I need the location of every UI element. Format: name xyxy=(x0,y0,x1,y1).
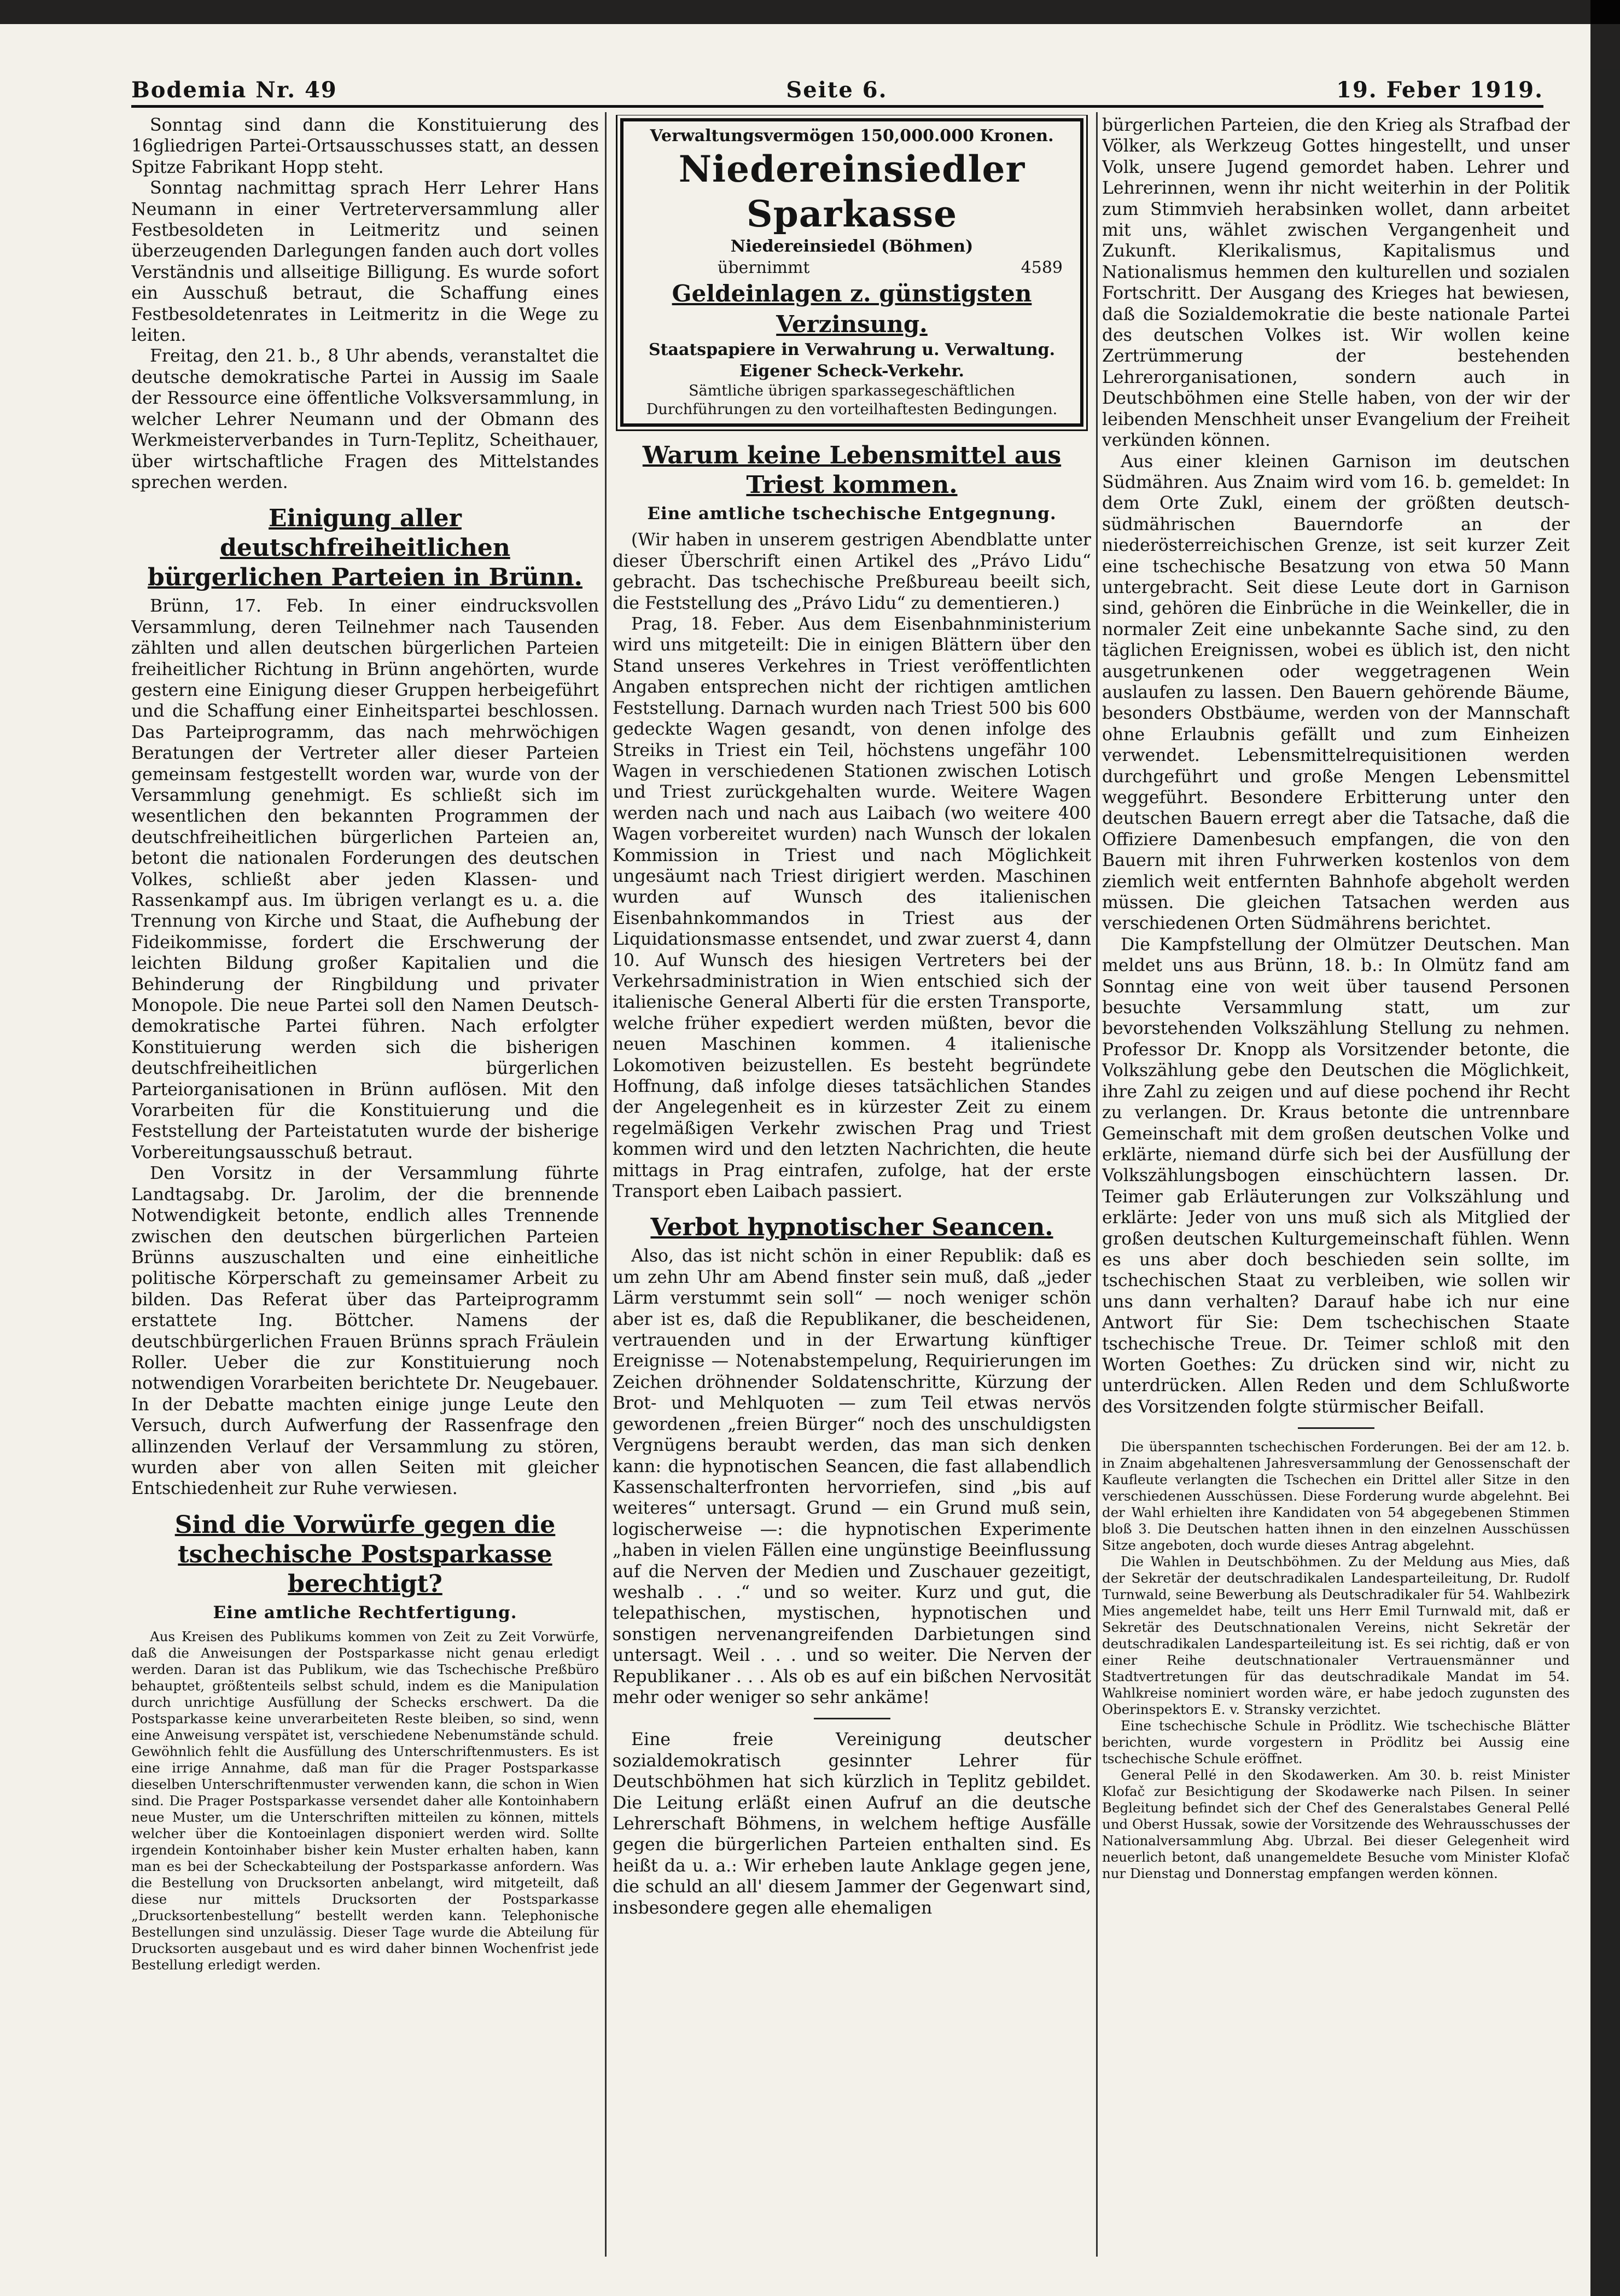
ad-service: Staatspapiere in Verwahrung u. Verwaltung. xyxy=(648,340,1056,360)
article-paragraph: Also, das ist nicht schön in einer Republik: daß es um zehn Uhr am Abend finster sein muß, daß „jeder Lärm verstummt sein soll“ — noch weniger schön aber ist es, daß die Republikaner, die bescheidenen, vertrauenden und in der Erwartung künftiger Ereignisse — Notenabstempelung, Requirierungen im Zeichen dröhnender Soldatenschritte, Kürzung der Brot- und Mehlquoten — zum Teil etwas nervös gewordenen „freien Bürger“ noch des unschuldigsten Vergnügens beraubt werden, das man sich denken kann: die hypnotischen Seancen, die fast allabendlich Kassenschalterfronten hervorriefen, sind „bis auf weiteres“ untersagt. Grund — ein Grund muß sein, logischerweise —: die hypnotischen Experimente „haben in vielen Fällen eine ungünstige Beeinflussung auf die Nerven der Medien und Zuschauer gezeitigt, weshalb . . .“ und so weiter. Kurz und gut, die telepathischen, mystischen, hypnotischen und sonstigen nervenangreifenden Darbietungen sind untersagt. Weil . . . und so weiter. Die Nerven der Republikaner . . . Als ob es auf ein bißchen Nervosität mehr oder weniger so sehr ankäme! xyxy=(613,1246,1091,1707)
section-rule xyxy=(814,1718,890,1719)
scan-border-top xyxy=(0,0,1620,24)
scan-border-right xyxy=(1590,0,1620,2296)
subheadline-postsparkasse: Eine amtliche Rechtfertigung. xyxy=(213,1602,517,1623)
short-notice: Die Wahlen in Deutschböhmen. Zu der Meldung aus Mies, daß der Sekretär der deutschradikalen Landesparteileitung, Dr. Rudolf Turnwald, seine Bewerbung als Deutschradikaler für 54. Wahlbezirk Mies angemeldet habe, teilt uns Herr Emil Turnwald mit, daß er Sekretär des Deutschnationalen Vereins, nicht Sekretär der deutschradikalen Landesparteileitung ist. Es sei richtig, daß er von einer Reihe deutschnationaler Vertrauensmänner und Stadtvertretungen für das deutschradikale Mandat im 54. Wahlkreise nominiert worden wäre, er habe jedoch zugunsten des Oberinspektors E. v. Stransky verzichtet. xyxy=(1102,1554,1570,1718)
masthead-date: 19. Feber 1919. xyxy=(1336,77,1543,103)
article-paragraph: Brünn, 17. Feb. In einer eindrucksvollen Versammlung, deren Teilnehmer nach Tausenden zählten und allen deutschen bürgerlichen Parteien freiheitlicher Richtung in Brünn angehörten, wurde gestern eine Einigung dieser Gruppen herbeigeführt und die Schaffung einer Einheitspartei beschlossen. Das Parteiprogramm, das nach mehrwöchigen Beratungen der Vertreter aller dieser Parteien gemeinsam festgestellt worden war, wurde von der Versammlung genehmigt. Es schließt sich im wesentlichen den bekannten Programmen der deutschfreiheitlichen bürgerlichen Parteien an, betont die nationalen Forderungen des deutschen Volkes, schließt aber jeden Klassen- und Rassenkampf aus. Im übrigen verlangt es u. a. die Trennung von Kirche und Staat, die Aufhebung der Fideikommisse, fordert die Erschwerung der leichten Bildung großer Kapitalien und die Behinderung der Ringbildung und privater Monopole. Die neue Partei soll den Namen Deutsch-demokratische Partei führen. Nach erfolgter Konstituierung werden sich die bisherigen deutschfreiheitlichen bürgerlichen Parteiorganisationen in Brünn auflösen. Mit den Vorarbeiten für die Konstituierung und die Feststellung der Parteistatuten wurde der bisherige Vorbereitungsausschuß betraut. xyxy=(131,596,599,1162)
article-paragraph: (Wir haben in unserem gestrigen Abendblatte unter dieser Überschrift einen Artikel des „Právo Lidu“ gebracht. Das tschechische Preßbureau beeilt sich, die Feststellung des „Právo Lidu“ zu dementieren.) xyxy=(613,530,1091,613)
article-paragraph: Eine freie Vereinigung deutscher sozialdemokratisch gesinnter Lehrer für Deutschböhmen hat sich kürzlich in Teplitz gebildet. Die Leitung erläßt einen Aufruf an die deutsche Lehrerschaft Böhmens, in welchem heftige Ausfälle gegen die bürgerlichen Parteien enthalten sind. Es heißt da u. a.: Wir erheben laute Anklage gegen jene, die schuld an all' diesem Jammer der Gegenwart sind, insbesondere gegen alle ehemaligen xyxy=(613,1730,1091,1918)
subheadline-triest: Eine amtliche tschechische Entgegnung. xyxy=(647,504,1057,524)
ad-bank-name: Niedereinsiedler Sparkasse xyxy=(678,148,1025,236)
masthead-rule xyxy=(131,105,1543,108)
article-paragraph: Die Kampfstellung der Olmützer Deutschen. Man meldet uns aus Brünn, 18. b.: In Olmütz fand am Sonntag eine von weit über tausend Personen besuchte Versammlung statt, um zur bevorstehenden Volkszählung Stellung zu nehmen. Professor Dr. Knopp als Vorsitzender betonte, die Volkszählung gebe den Deutschen die Möglichkeit, ihre Zahl zu zeigen und auf diese pochend ihr Recht zu verlangen. Dr. Kraus betonte die untrennbare Gemeinschaft mit dem großen deutschen Volke und erklärte, niemand dürfe sich bei der Ausfüllung der Volkszählungsbogen einschüchtern lassen. Dr. Teimer gab Erläuterungen zur Volkszählung und erklärte: Jeder von uns muß sich als Mitglied der großen deutschen Kulturgemeinschaft fühlen. Wenn es uns aber doch beschieden sein sollte, im tschechischen Staat zu verbleiben, wie sollen wir uns dann verhalten? Darauf habe ich nur eine Antwort für Sie: Dem tschechischen Staate tschechische Treue. Dr. Teimer schloß mit den Worten Goethes: Zu drücken sind wir, nicht zu unterdrücken. Allen Reden und dem Schlußworte des Vorsitzenden folgte stürmischer Beifall. xyxy=(1102,934,1570,1417)
article-paragraph: bürgerlichen Parteien, die den Krieg als Strafbad der Völker, als Werkzeug Gottes hingestellt, und unser Volk, unsere Jugend gemordet haben. Lehrer und Lehrerinnen, wenn ihr nicht weiterhin in der Politik zum Stimmvieh herabsinken wollet, dann arbeitet mit uns, wählet zwischen Vergangenheit und Zukunft. Klerikalismus, Kapitalismus und Nationalismus hemmen den kulturellen und sozialen Fortschritt. Der Ausgang des Krieges hat bewiesen, daß die Sozialdemokratie die beste nationale Partei des deutschen Volkes ist. Wir wollen keine Zertrümmerung der bestehenden Lehrerorganisationen, sondern auch in Deutschböhmen eine Stelle haben, von der wir der leibenden Menschheit unser Evangelium der Freiheit verkünden können. xyxy=(1102,115,1570,451)
short-notice: Eine tschechische Schule in Prödlitz. Wie tschechische Blätter berichten, wurde vorgestern in Prödlitz bei Aussig eine tschechische Schule eröffnet. xyxy=(1102,1718,1570,1767)
ad-footer: Sämtliche übrigen sparkassegeschäftlichen Durchführungen zu den vorteilhaftesten Bedingungen. xyxy=(646,382,1058,418)
masthead-paper-number: Bodemia Nr. 49 xyxy=(131,77,337,103)
column-divider-2 xyxy=(1096,112,1098,2257)
column-2 xyxy=(613,115,1091,2259)
intro-paragraph: Sonntag sind dann die Konstituierung des 16gliedrigen Partei-Ortsausschusses statt, an dessen Spitze Fabrikant Hopp steht. xyxy=(131,115,599,177)
ad-number: 4589 xyxy=(1021,258,1063,277)
ad-takes-label: übernimmt xyxy=(718,258,810,277)
sparkasse-advertisement xyxy=(620,118,1083,427)
article-paragraph: Prag, 18. Feber. Aus dem Eisenbahnministerium wird uns mitgeteilt: Die in einigen Blättern über den Stand unseres Verkehres in Triest veröffentlichten Angaben entsprechen nicht der richtigen amtlichen Feststellung. Darnach wurden nach Triest 500 bis 600 gedeckte Wagen gesandt, von denen infolge des Streiks in Triest ein Teil, höchstens ungefähr 100 Wagen in verschiedenen Stationen zwischen Lotisch und Triest zurückgehalten wurde. Weitere Wagen werden nach und nach aus Laibach (wo weitere 400 Wagen vorbereitet wurden) nach Wunsch der lokalen Kommission in Triest und nach Möglichkeit ungesäumt nach Triest dirigiert werden. Maschinen wurden auf Wunsch des italienischen Eisenbahnkommandos in Triest aus der Liquidationsmasse entsendet, und zwar zuerst 4, dann 10. Auf Wunsch des hiesigen Vertreters bei der Verkehrsadministration in Wien entschied sich der italienische General Alberti für die ersten Transporte, welche früher expediert werden müßten, bevor die neuen Maschinen kommen. 4 italienische Lokomotiven beizustellen. Es besteht begründete Hoffnung, daß infolge dieses tatsächlichen Standes der Angelegenheit es in kürzester Zeit zu einem regelmäßigen Verkehr zwischen Prag und Triest kommen wird und den letzten Nachrichten, die heute mittags in Prag eintrafen, zufolge, hat der erste Transport eben Laibach passiert. xyxy=(613,614,1091,1202)
column-divider-1 xyxy=(605,112,607,2257)
headline-hypnose: Verbot hypnotischer Seancen. xyxy=(650,1213,1053,1242)
ad-takes-line xyxy=(630,258,1074,278)
ad-assets-line: Verwaltungsvermögen 150,000.000 Kronen. xyxy=(650,126,1054,146)
ad-location: Niedereinsiedel (Böhmen) xyxy=(730,237,974,257)
masthead-page-number: Seite 6. xyxy=(786,77,888,103)
article-paragraph: Aus Kreisen des Publikums kommen von Zeit zu Zeit Vorwürfe, daß die Anweisungen der Postsparkasse nicht genau erledigt werden. Daran ist das Publikum, wie das Tschechische Preßbüro behauptet, größtenteils selbst schuld, indem es die Manipulation durch unrichtige Ausfüllung der Schecks erschwert. Da die Postsparkasse keine unverarbeiteten Reste bleiben, so sind, wenn eine Anweisung verspätet ist, verschiedene Nebenumstände schuld. Gewöhnlich fehlt die Ausfüllung des Unterschriftenmusters. Es ist eine irrige Annahme, daß man für die Prager Postsparkasse dieselben Unterschriftenmuster verwenden kann, die schon in Wien sind. Die Prager Postsparkasse versendet daher alle Kontoinhabern neue Muster, um die Unterschriften mitteilen zu können, mittels welcher über die Kontoeinlagen disponiert werden wird. Sollte irgendein Kontoinhaber bisher kein Muster erhalten haben, kann man es bei der Scheckabteilung der Postsparkasse anfordern. Was die Bestellung von Drucksorten anbelangt, wird mitgeteilt, daß diese nur mittels Drucksorten der Postsparkasse „Drucksortenbestellung“ bestellt werden kann. Telephonische Bestellungen sind unzulässig. Dieser Tage wurde die Abteilung für Drucksorten ausgebaut und es wird daher binnen Wochenfrist jede Bestellung erledigt werden. xyxy=(131,1629,599,1973)
column-3 xyxy=(1102,115,1570,2259)
intro-paragraph: Freitag, den 21. b., 8 Uhr abends, veranstaltet die deutsche demokratische Partei in Aussig im Saale der Ressource eine öffentliche Volksversammlung, in welcher Lehrer Neumann und der Obmann des Werkmeisterverbandes in Turn-Teplitz, Scheithauer, über wirtschaftliche Fragen des Mittelstandes sprechen werden. xyxy=(131,346,599,492)
article-paragraph: Den Vorsitz in der Versammlung führte Landtagsabg. Dr. Jarolim, der die brennende Notwendigkeit betonte, endlich alles Trennende zwischen den deutschen bürgerlichen Parteien Brünns auszuschalten und eine einheitliche politische Körperschaft zu gemeinsamer Arbeit zu bilden. Das Referat über das Parteiprogramm erstattete Ing. Böttcher. Namens der deutschbürgerlichen Frauen Brünns sprach Fräulein Roller. Ueber die zur Konstituierung noch notwendigen Vorarbeiten berichtete Dr. Neugebauer. In der Debatte machten einige junge Leute den Versuch, durch Aufwerfung der Rassenfrage den allinzenden Verlauf der Versammlung zu stören, wurden aber von allen Seiten mit gleicher Entschiedenheit zur Ruhe verwiesen. xyxy=(131,1164,599,1499)
intro-paragraph: Sonntag nachmittag sprach Herr Lehrer Hans Neumann in einer Vertreterversammlung aller Festbesoldeten in Leitmeritz und seinen überzeugenden Darlegungen fanden auch dort volles Verständnis und allseitige Billigung. Es wurde sofort ein Ausschuß betraut, die Schaffung eines Festbesoldetenrates in Leitmeritz in die Wege zu leiten. xyxy=(131,178,599,346)
short-notice: General Pellé in den Skodawerken. Am 30. b. reist Minister Klofač zur Besichtigung der Skodawerke nach Pilsen. In seiner Begleitung befindet sich der Chef des Generalstabes General Pellé und Oberst Hussak, sowie der Vorsitzende des Wehrausschusses der Nationalversammlung Abg. Ubrzal. Bei dieser Gelegenheit wird neuerlich betont, daß unangemeldete Besuche vom Minister Klofač nur Dienstag und Donnerstag empfangen werden können. xyxy=(1102,1767,1570,1882)
short-notice: Die überspannten tschechischen Forderungen. Bei der am 12. b. in Znaim abgehaltenen Jahresversammlung der Genossenschaft der Kaufleute verlangten die Tschechen ein Drittel aller Sitze in den verschiedenen Ausschüssen. Diese Forderung wurde abgelehnt. Bei der Wahl erhielten ihre Kandidaten von 54 abgegebenen Stimmen bloß 3. Die Deutschen hatten ihnen in den einzelnen Ausschüssen Sitze angeboten, doch wurde dieses Antrag abgelehnt. xyxy=(1102,1439,1570,1554)
headline-bruenn-einigung: Einigung aller deutschfreiheitlichen bürgerlichen Parteien in Brünn. xyxy=(147,504,582,592)
masthead xyxy=(131,70,1543,103)
headline-postsparkasse: Sind die Vorwürfe gegen die tschechische Postsparkasse berechtigt? xyxy=(174,1510,556,1598)
column-1 xyxy=(131,115,599,2259)
ad-headline: Geldeinlagen z. günstigsten Verzinsung. xyxy=(672,280,1032,338)
article-paragraph: Aus einer kleinen Garnison im deutschen Südmähren. Aus Znaim wird vom 16. b. gemeldet: In dem Orte Zukl, einem der größten deutsch-südmährischen Bauerndorfe an der niederösterreichischen Grenze, ist seit kurzer Zeit eine tschechische Besatzung von etwa 50 Mann untergebracht. Seit diese Leute dort in Garnison sind, gehören die Einbrüche in die Weinkeller, die in normaler Zeit eine unbekannte Sache sind, zu den täglichen Ereignissen, wobei es üblich ist, den nicht ausgetrunkenen oder weggetragenen Wein auslaufen zu lassen. Den Bauern gehörende Bäume, besonders Obstbäume, werden von der Mannschaft ohne Erlaubnis gefällt und zum Einheizen verwendet. Lebensmittelrequisitionen werden durchgeführt und große Mengen Lebensmittel weggeführt. Besondere Erbitterung unter den deutschen Bauern erregt aber die Tatsache, daß die Offiziere Damenbesuch empfangen, die von den Bauern mit ihren Fuhrwerken kostenlos von dem ziemlich weit entfernten Bahnhofe abgeholt werden müssen. Die gleichen Tatsachen werden aus verschiedenen Orten Südmährens berichtet. xyxy=(1102,451,1570,934)
section-rule xyxy=(1298,1427,1374,1429)
headline-triest: Warum keine Lebensmittel aus Triest kommen. xyxy=(642,441,1062,499)
ad-service: Eigener Scheck-Verkehr. xyxy=(739,361,964,381)
